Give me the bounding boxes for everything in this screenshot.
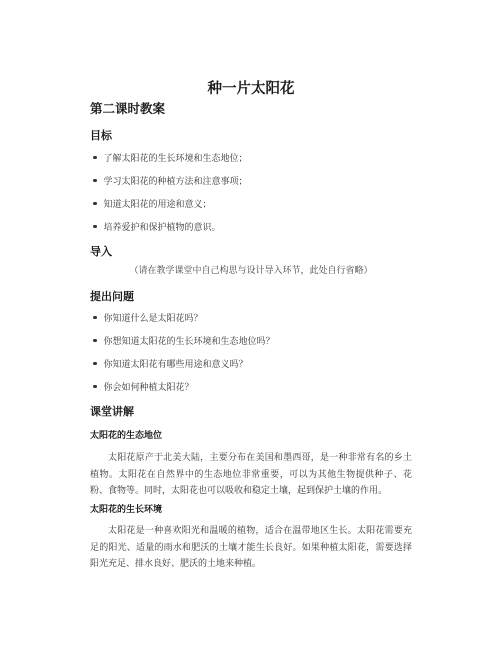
question-item-text: 你知道太阳花有哪些用途和意义吗？ bbox=[103, 360, 248, 370]
question-item bbox=[93, 336, 275, 348]
question-item bbox=[93, 313, 203, 325]
goal-item-text: 知道太阳花的用途和意义； bbox=[103, 200, 212, 210]
bullet-icon bbox=[93, 179, 97, 183]
bullet-icon bbox=[93, 362, 97, 366]
bullet-icon bbox=[93, 339, 97, 343]
goal-item-text: 培养爱护和保护植物的意识。 bbox=[103, 223, 221, 233]
goal-item bbox=[93, 199, 212, 211]
environment-subheading: 太阳花的生长环境 bbox=[90, 505, 163, 515]
question-item-text: 你想知道太阳花的生长环境和生态地位吗？ bbox=[103, 337, 275, 347]
bullet-icon bbox=[93, 225, 97, 229]
questions-heading: 提出问题 bbox=[90, 290, 134, 303]
question-item bbox=[93, 382, 194, 394]
ecology-subheading: 太阳花的生态地位 bbox=[90, 431, 163, 441]
goal-item bbox=[93, 153, 248, 165]
document-title: 种一片太阳花 bbox=[207, 81, 295, 97]
goal-item bbox=[93, 176, 248, 188]
goals-heading: 目标 bbox=[90, 129, 112, 142]
bullet-icon bbox=[93, 156, 97, 160]
goal-item-text: 了解太阳花的生长环境和生态地位； bbox=[103, 154, 248, 164]
intro-heading: 导入 bbox=[90, 245, 112, 258]
bullet-icon bbox=[93, 202, 97, 206]
lesson-subtitle: 第二课时教案 bbox=[90, 101, 166, 116]
goal-item bbox=[93, 222, 221, 234]
bullet-icon bbox=[93, 316, 97, 320]
ecology-paragraph: 太阳花原产于北美大陆，主要分布在美国和墨西哥，是一种非常有名的乡土植物。太阳花在自然界中的生态地位非常重要，可以为其他生物提供种子、花粉、食物等。同时，太阳花也可以吸收和稳定土壤，起到保护土壤的作用。 bbox=[90, 453, 412, 496]
question-item-text: 你知道什么是太阳花吗？ bbox=[103, 314, 203, 324]
intro-note: （请在教学课堂中自己构思与设计导入环节，此处自行省略） bbox=[129, 266, 373, 276]
question-item-text: 你会如何种植太阳花？ bbox=[103, 383, 194, 393]
question-item bbox=[93, 359, 248, 371]
environment-paragraph: 太阳花是一种喜欢阳光和温暖的植物，适合在温带地区生长。太阳花需要充足的阳光、适量的雨水和肥沃的土壤才能生长良好。如果种植太阳花，需要选择阳光充足、排水良好、肥沃的土地来种植。 bbox=[90, 526, 412, 569]
goal-item-text: 学习太阳花的种植方法和注意事项； bbox=[103, 177, 248, 187]
lecture-heading: 课堂讲解 bbox=[90, 405, 134, 418]
bullet-icon bbox=[93, 385, 97, 389]
